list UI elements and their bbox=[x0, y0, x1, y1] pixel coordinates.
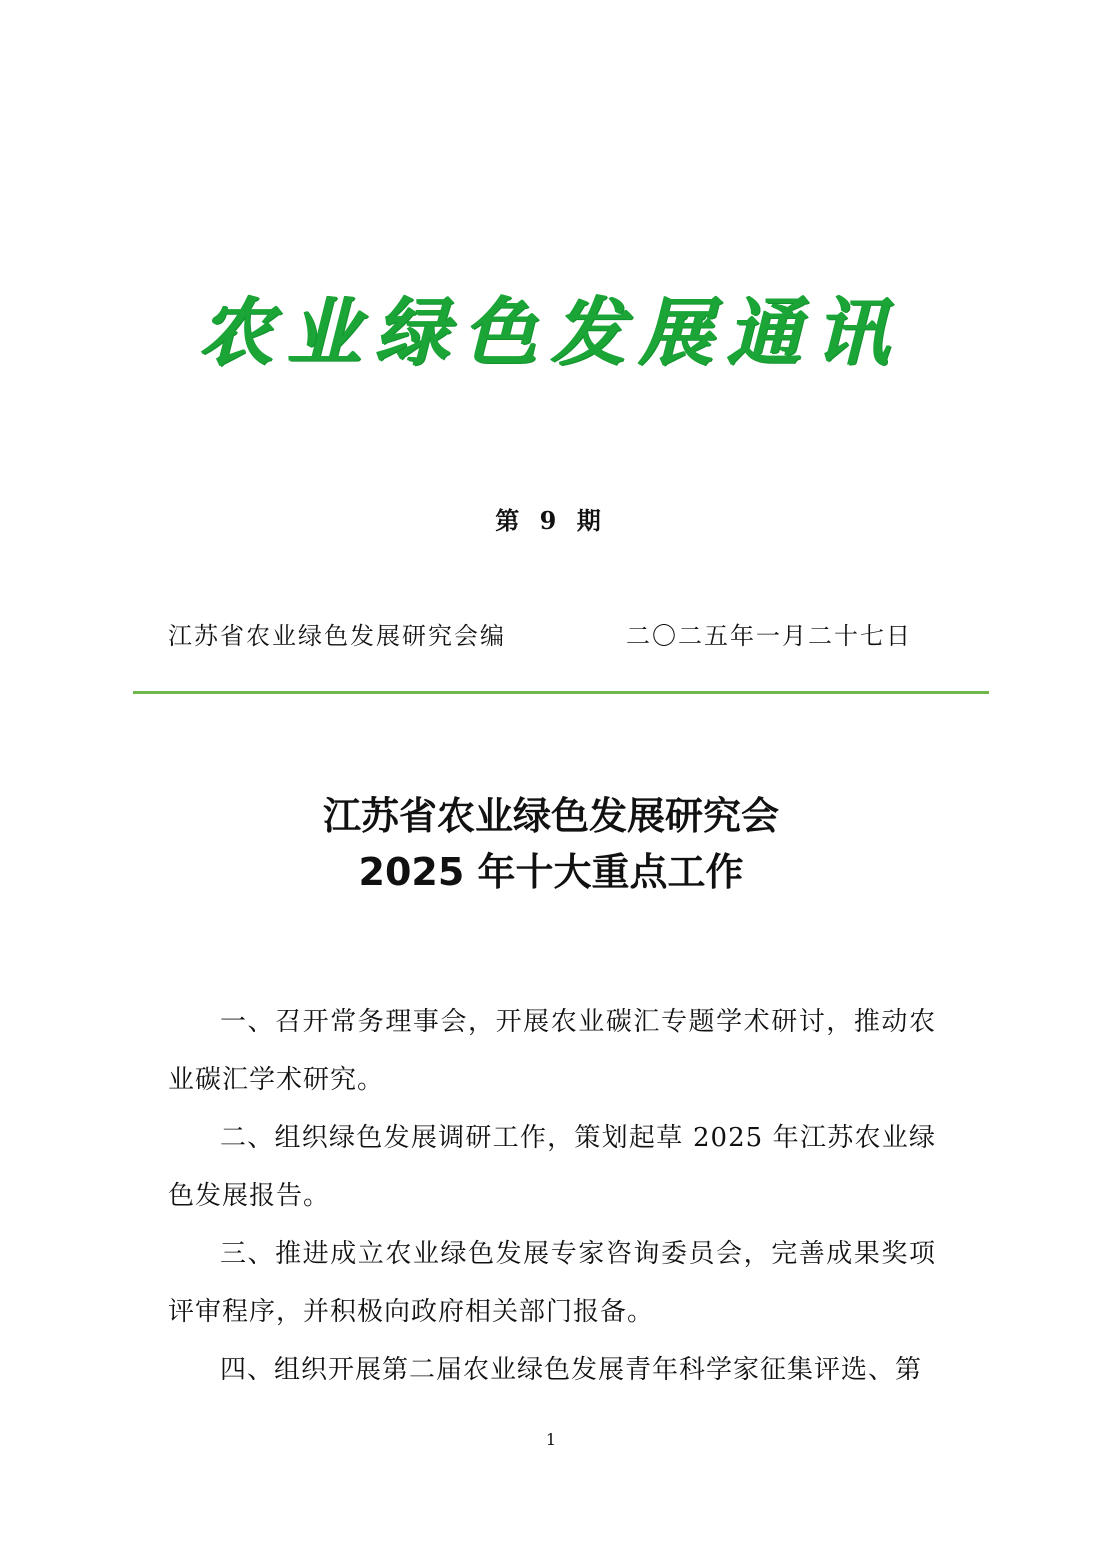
article-title-line-1: 江苏省农业绿色发展研究会 bbox=[322, 794, 779, 838]
paragraph: 一、召开常务理事会，开展农业碳汇专题学术研讨，推动农业碳汇学术研究。 bbox=[168, 1007, 936, 1095]
article-title bbox=[0, 788, 1102, 900]
paragraph: 四、组织开展第二届农业绿色发展青年科学家征集评选、第 bbox=[220, 1355, 923, 1385]
issue-number: 第 9 期 bbox=[495, 506, 607, 535]
editor-line: 江苏省农业绿色发展研究会编 bbox=[168, 622, 506, 650]
article-title-line-2: 2025 年十大重点工作 bbox=[358, 850, 744, 894]
header-divider bbox=[133, 691, 989, 694]
publication-date: 二〇二五年一月二十七日 bbox=[626, 622, 912, 650]
masthead-title: 农业绿色发展通讯 bbox=[199, 290, 903, 376]
article-body bbox=[168, 993, 936, 1399]
page-number: 1 bbox=[545, 1430, 557, 1449]
paragraph: 二、组织绿色发展调研工作，策划起草 2025 年江苏农业绿色发展报告。 bbox=[168, 1123, 936, 1211]
paragraph: 三、推进成立农业绿色发展专家咨询委员会，完善成果奖项评审程序，并积极向政府相关部门报备。 bbox=[168, 1239, 936, 1327]
